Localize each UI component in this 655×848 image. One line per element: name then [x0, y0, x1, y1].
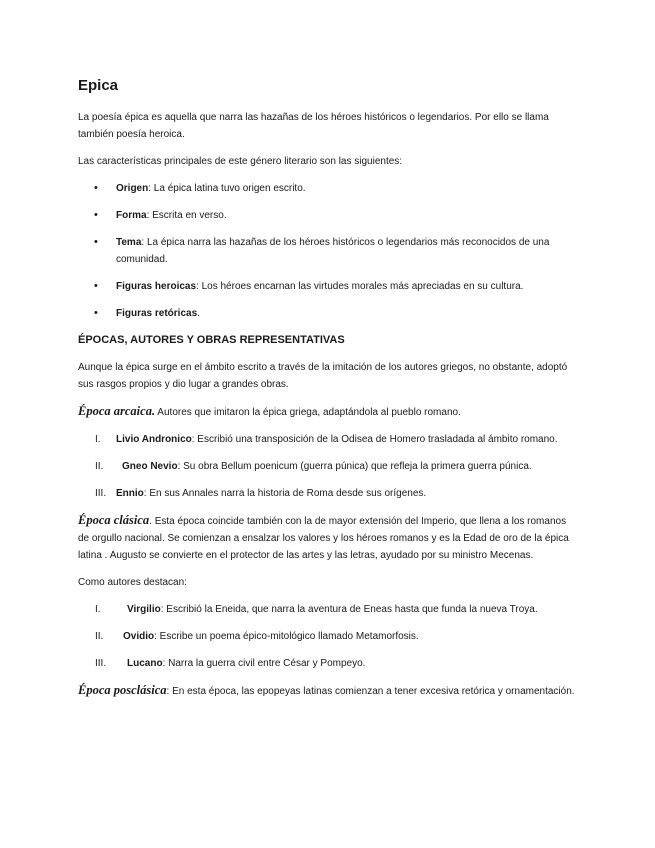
list-number: II. — [95, 461, 104, 472]
feature-text: : La épica latina tuvo origen escrito. — [148, 183, 306, 194]
list-item — [78, 278, 575, 295]
section-heading: ÉPOCAS, AUTORES Y OBRAS REPRESENTATIVAS — [78, 334, 345, 346]
era-text: : En esta época, las epopeyas latinas comienzan a tener excesiva retórica y ornamentación. — [166, 686, 575, 697]
list-number: II. — [95, 631, 104, 642]
era-label: Época arcaica. — [78, 404, 156, 418]
author-text: : En sus Annales narra la historia de Roma desde sus orígenes. — [143, 488, 427, 499]
list-item — [78, 234, 575, 268]
posclasica-paragraph — [78, 682, 575, 700]
author-text: : Escribió una transposición de la Odisea de Homero trasladada al ámbito romano. — [191, 434, 558, 445]
list-item — [78, 655, 575, 672]
author-text: : Escribió la Eneida, que narra la aventura de Eneas hasta que funda la nueva Troya. — [160, 604, 538, 615]
author-name: Virgilio — [127, 604, 161, 615]
feature-label: Figuras retóricas — [116, 308, 198, 319]
author-text: : Narra la guerra civil entre César y Pompeyo. — [162, 658, 366, 669]
arcaica-paragraph — [78, 403, 575, 421]
bullet-icon: • — [94, 307, 98, 319]
author-name: Livio Andronico — [116, 434, 192, 445]
list-number: I. — [95, 434, 101, 445]
list-item — [78, 628, 575, 645]
bullet-icon: • — [94, 236, 98, 248]
era-text: Autores que imitaron la épica griega, adaptándola al pueblo romano. — [155, 407, 461, 418]
author-name: Ovidio — [123, 631, 155, 642]
list-item — [78, 431, 575, 448]
list-item — [78, 207, 575, 224]
list-number: III. — [95, 488, 107, 499]
feature-text: : Escrita en verso. — [146, 210, 227, 221]
list-item — [78, 485, 575, 502]
clasica-paragraph — [78, 512, 575, 564]
list-item — [78, 601, 575, 618]
list-item — [78, 180, 575, 197]
list-item — [78, 458, 575, 475]
era-label: Época posclásica — [78, 683, 167, 697]
author-name: Gneo Nevio — [122, 461, 178, 472]
arcaica-authors-list — [78, 431, 575, 502]
features-intro: Las características principales de este género literario son las siguientes: — [78, 156, 403, 167]
page-title: Epica — [78, 77, 119, 94]
feature-label: Tema — [116, 237, 142, 248]
author-name: Lucano — [127, 658, 163, 669]
feature-label: Forma — [116, 210, 147, 221]
author-text: : Escribe un poema épico-mitológico llamado Metamorfosis. — [154, 631, 419, 642]
list-number: III. — [95, 658, 107, 669]
era-text: . Esta época coincide también con la de mayor extensión del Imperio, que llena a los romanos de orgullo nacional. Se comienzan a ensalzar los valores y los héroes romanos y es la Edad de oro de la épica latina . Augusto se convierte en el protector de las artes y las letras, ayudado por su ministro Mecenas. — [78, 516, 569, 561]
author-text: : Su obra Bellum poenicum (guerra púnica) que refleja la primera guerra púnica. — [177, 461, 532, 472]
list-number: I. — [95, 604, 101, 615]
clasica-authors-list — [78, 601, 575, 672]
feature-text: : Los héroes encarnan las virtudes morales más apreciadas en su cultura. — [196, 281, 524, 292]
bullet-icon: • — [94, 182, 98, 194]
intro-paragraph: La poesía épica es aquella que narra las hazañas de los héroes históricos o legendarios. Por ello se llama también poesía heroica. — [78, 112, 549, 140]
feature-label: Figuras heroicas — [116, 281, 197, 292]
feature-text: . — [197, 308, 200, 319]
author-name: Ennio — [116, 488, 144, 499]
feature-text: : La épica narra las hazañas de los héroes históricos o legendarios más reconocidos de una comunidad. — [116, 237, 550, 265]
era-label: Época clásica — [78, 513, 150, 527]
list-item — [78, 305, 575, 322]
feature-label: Origen — [116, 183, 149, 194]
section-intro: Aunque la épica surge en el ámbito escrito a través de la imitación de los autores griegos, no obstante, adoptó sus rasgos propios y dio lugar a grandes obras. — [78, 362, 568, 390]
features-list — [78, 180, 575, 322]
authors-intro: Como autores destacan: — [78, 577, 187, 588]
bullet-icon: • — [94, 209, 98, 221]
bullet-icon: • — [94, 280, 98, 292]
